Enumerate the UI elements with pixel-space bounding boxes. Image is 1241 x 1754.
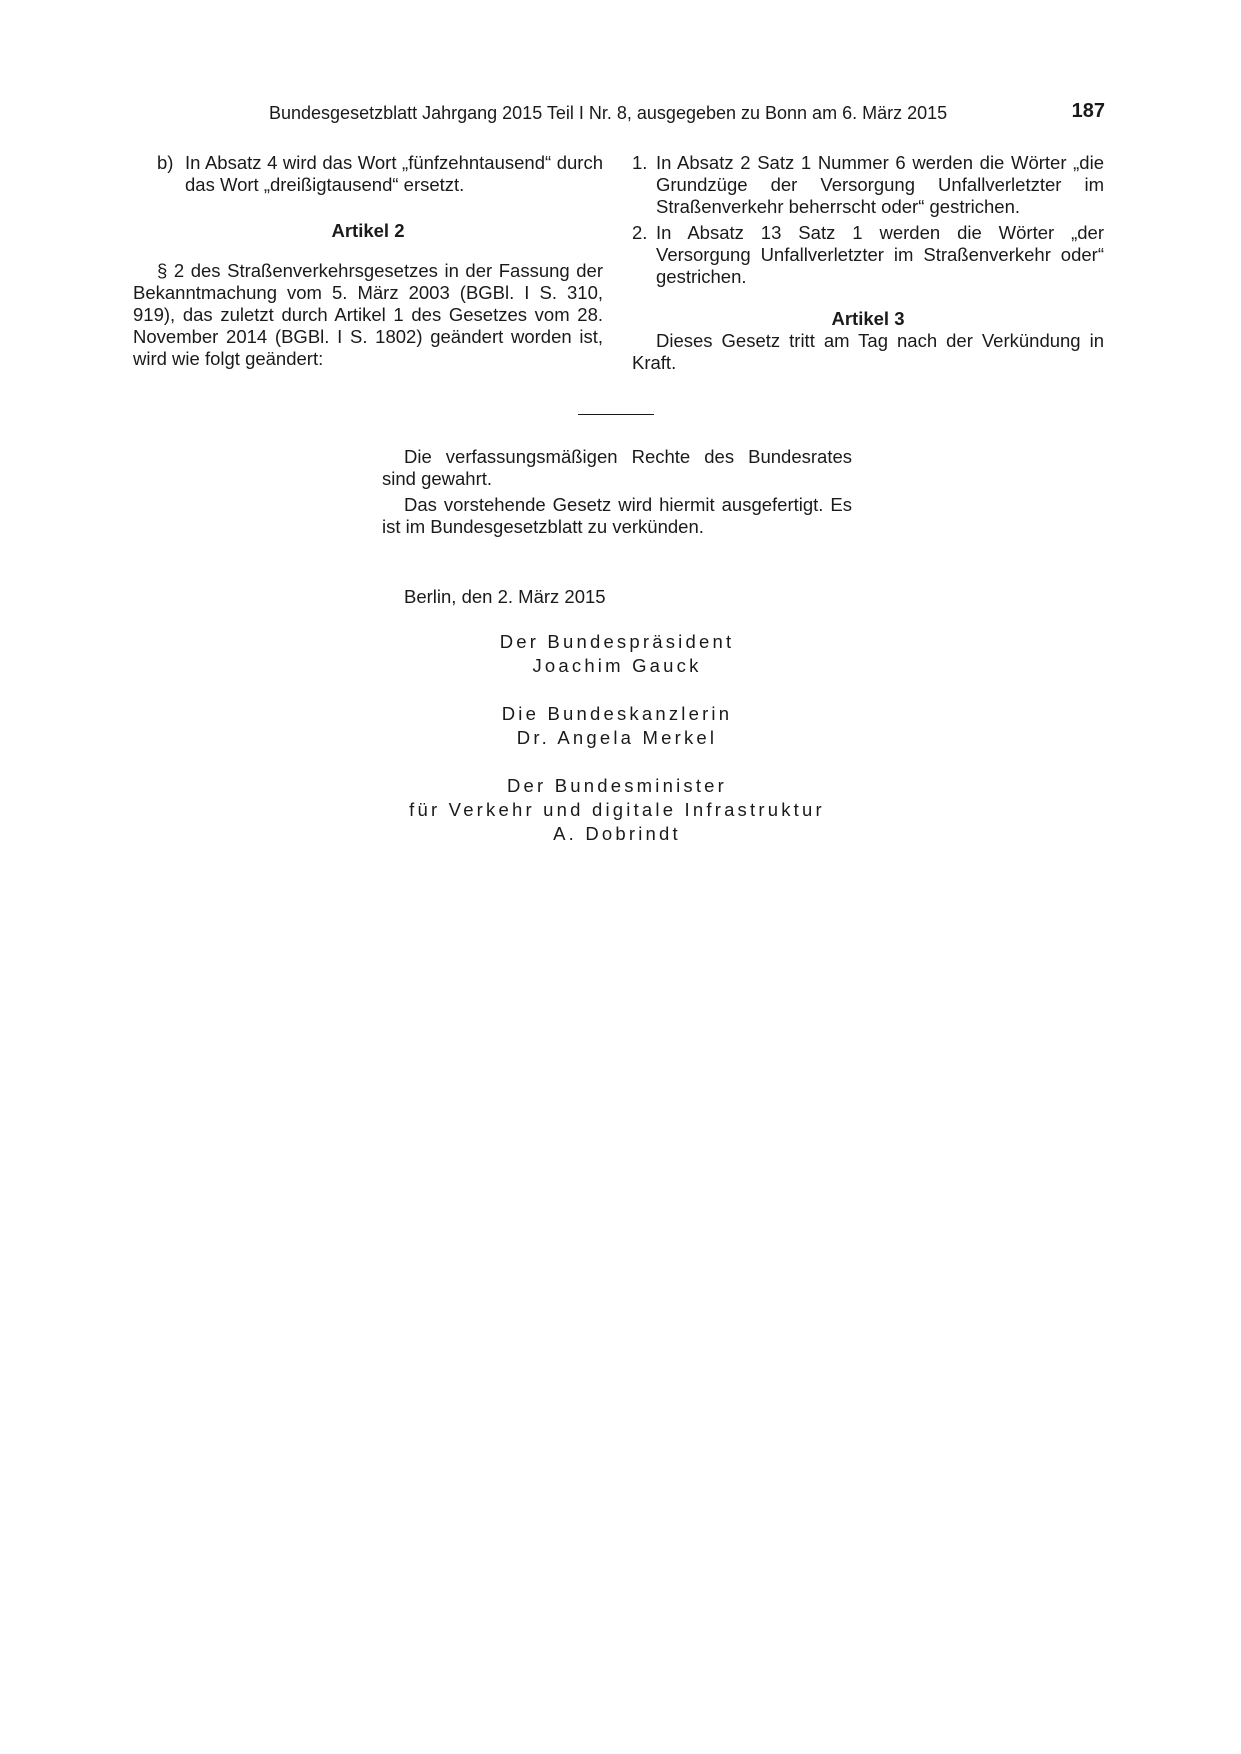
page-header	[0, 100, 1241, 126]
signatory-name: Joachim Gauck	[532, 655, 702, 676]
list-item-text: In Absatz 13 Satz 1 werden die Wörter „der Versorgung Unfallverletzter im Straßenverkehr oder“ gestrichen.	[656, 222, 1104, 287]
list-item-2	[632, 222, 1104, 288]
page-number: 187	[1071, 100, 1105, 122]
right-column	[632, 152, 1104, 374]
signatory-name: Dr. Angela Merkel	[516, 727, 718, 748]
list-marker: 1.	[632, 152, 648, 173]
list-item-text: In Absatz 2 Satz 1 Nummer 6 werden die Wörter „die Grundzüge der Versorgung Unfallverletzter im Straßenverkehr beherrscht oder“ gestrichen.	[656, 152, 1104, 217]
artikel-2-text: § 2 des Straßenverkehrsgesetzes in der Fassung der Bekanntmachung vom 5. März 2003 (BGBl. I S. 310, 919), das zuletzt durch Artikel 1 des Gesetzes vom 28. November 2014 (BGBl. I S. 1802) geändert worden ist, wird wie folgt geändert:	[133, 260, 603, 369]
signatory-department: für Verkehr und digitale Infrastruktur	[409, 799, 825, 820]
list-item-1	[632, 152, 1104, 218]
list-item-text: In Absatz 4 wird das Wort „fünfzehntausend“ durch das Wort „dreißigtausend“ ersetzt.	[185, 152, 603, 195]
signatory-title: Der Bundesminister	[506, 775, 728, 796]
artikel-3-heading: Artikel 3	[831, 308, 905, 329]
signature-minister	[382, 774, 852, 846]
artikel-3-text: Dieses Gesetz tritt am Tag nach der Verkündung in Kraft.	[632, 330, 1104, 373]
list-marker: 2.	[632, 222, 648, 243]
signature-president	[382, 630, 852, 678]
signature-block	[382, 630, 852, 870]
left-column	[133, 152, 603, 370]
signatory-title: Die Bundeskanzlerin	[501, 703, 733, 724]
signature-chancellor	[382, 702, 852, 750]
promulgation-paragraph: Das vorstehende Gesetz wird hiermit ausgefertigt. Es ist im Bundesgesetzblatt zu verkünden.	[382, 494, 852, 537]
signatory-name: A. Dobrindt	[553, 823, 681, 844]
gazette-header-title: Bundesgesetzblatt Jahrgang 2015 Teil I Nr. 8, ausgegeben zu Bonn am 6. März 2015	[269, 103, 948, 123]
bundesrat-rights-paragraph: Die verfassungsmäßigen Rechte des Bundesrates sind gewahrt.	[382, 446, 852, 489]
list-item-b	[133, 152, 603, 196]
artikel-2-heading: Artikel 2	[331, 220, 405, 241]
signatory-title: Der Bundespräsident	[499, 631, 735, 652]
closing-statement	[382, 446, 852, 542]
place-and-date: Berlin, den 2. März 2015	[404, 586, 606, 607]
list-marker: b)	[157, 152, 174, 173]
section-divider	[578, 414, 654, 415]
